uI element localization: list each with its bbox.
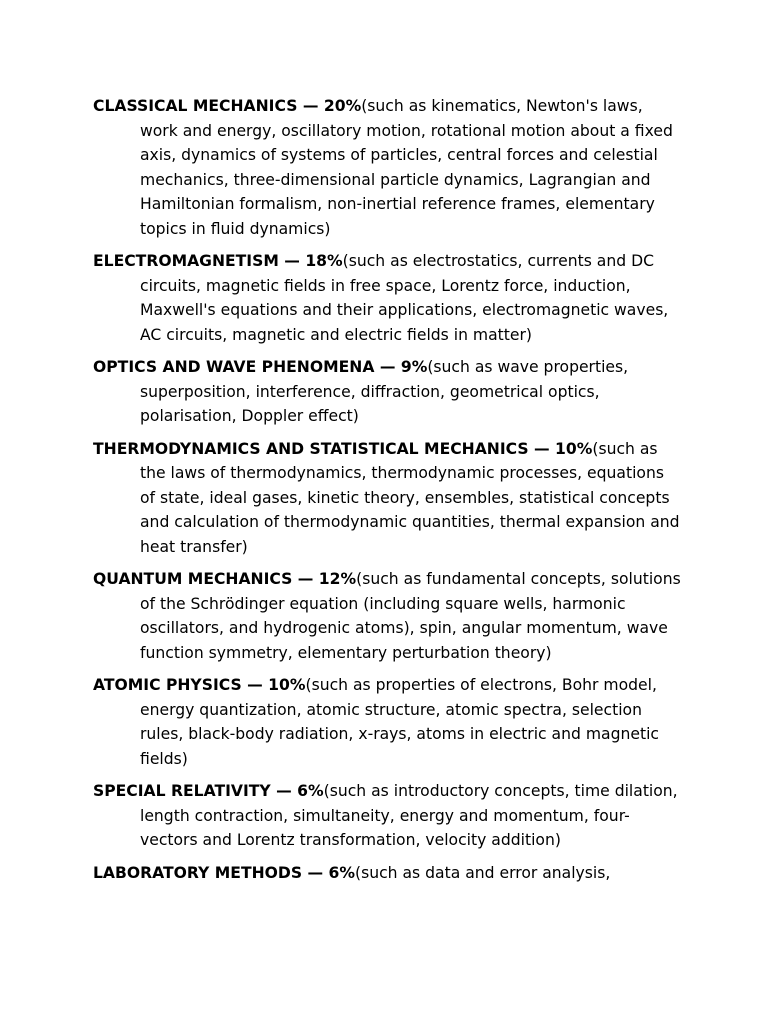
topic-entry-special-relativity [93, 779, 683, 853]
topic-entry-thermodynamics [93, 437, 683, 560]
topic-heading: OPTICS AND WAVE PHENOMENA — 9% [93, 358, 428, 376]
topic-description: (such as fundamental concepts, solutions of the Schrödinger equation (including square wells, harmonic oscillators, and hydrogenic atoms), spin, angular momentum, wave function symmetry, elementary perturbation theory) [140, 570, 681, 662]
topic-heading: ELECTROMAGNETISM — 18% [93, 252, 343, 270]
topic-heading: CLASSICAL MECHANICS — 20% [93, 97, 362, 115]
topic-entry-laboratory-methods [93, 861, 683, 886]
topic-heading: SPECIAL RELATIVITY — 6% [93, 782, 324, 800]
topic-description: (such as electrostatics, currents and DC circuits, magnetic fields in free space, Lorentz force, induction, Maxwell's equations and their applications, electromagnetic waves, AC circuits, magnetic and electric fields in matter) [140, 252, 669, 344]
topic-description: (such as wave properties, superposition, interference, diffraction, geometrical optics, polarisation, Doppler effect) [140, 358, 629, 425]
topic-entry-quantum-mechanics [93, 567, 683, 665]
topic-entry-optics [93, 355, 683, 429]
topic-description: (such as data and error analysis, [355, 863, 611, 882]
topic-heading: LABORATORY METHODS — 6% [93, 863, 355, 882]
topic-description: (such as the laws of thermodynamics, thermodynamic processes, equations of state, ideal gases, kinetic theory, ensembles, statistical concepts and calculation of thermodynamic quantities, thermal expansion and heat transfer) [140, 439, 680, 556]
topic-heading: THERMODYNAMICS AND STATISTICAL MECHANICS — 10% [93, 439, 593, 458]
topic-description: (such as properties of electrons, Bohr model, energy quantization, atomic structure, atomic spectra, selection rules, black-body radiation, x-rays, atoms in electric and magnetic fields) [140, 676, 659, 768]
document-page [93, 94, 683, 893]
topic-heading: ATOMIC PHYSICS — 10% [93, 676, 306, 694]
topic-entry-classical-mechanics [93, 94, 683, 241]
topic-entry-electromagnetism [93, 249, 683, 347]
topic-description: (such as introductory concepts, time dilation, length contraction, simultaneity, energy and momentum, four-vectors and Lorentz transformation, velocity addition) [140, 782, 678, 849]
topic-description: (such as kinematics, Newton's laws, work and energy, oscillatory motion, rotational motion about a fixed axis, dynamics of systems of particles, central forces and celestial mechanics, three-dimensional particle dynamics, Lagrangian and Hamiltonian formalism, non-inertial reference frames, elementary topics in fluid dynamics) [140, 97, 673, 238]
topic-heading: QUANTUM MECHANICS — 12% [93, 570, 357, 588]
topic-entry-atomic-physics [93, 673, 683, 771]
